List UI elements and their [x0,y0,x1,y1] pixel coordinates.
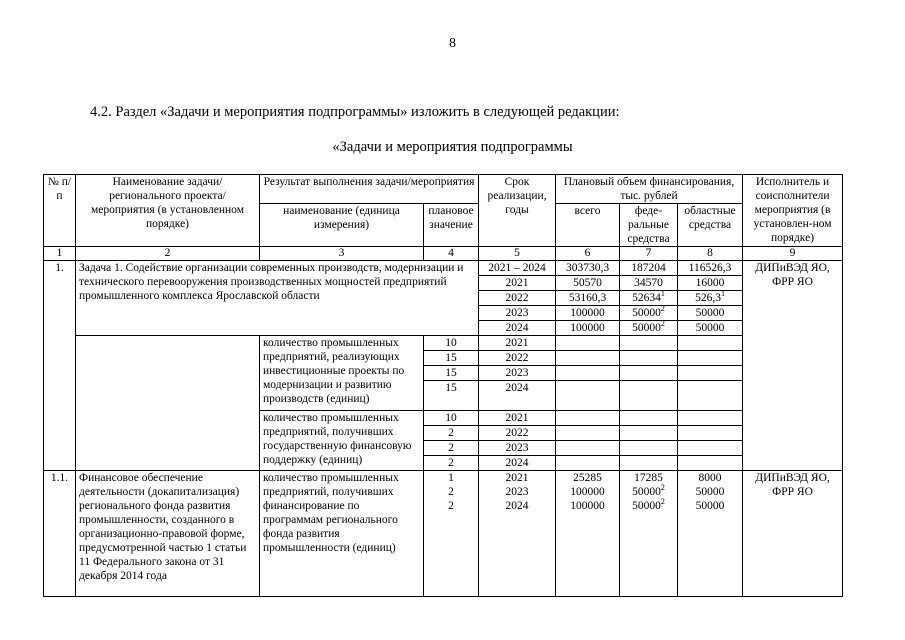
column-numbers-row [44,247,843,261]
header-executor: Исполнитель и соисполнители мероприятия (в установлен-ном порядке) [743,175,843,247]
plan-value: 1 [448,472,454,484]
period-cell: 2024 [479,321,556,336]
total-cell: 100000 [556,321,620,336]
year-cell: 2022 [479,426,556,441]
regional-value: 8000 [698,472,722,484]
col-number: 5 [479,247,556,261]
header-name: Наименование задачи/ регионального проекта/ мероприятия (в установленном порядке) [76,175,260,247]
plan-value-cell: 10 [424,336,479,351]
year-cell: 2023 [479,441,556,456]
federal-cell: 187204 [620,261,678,276]
item11-values [424,471,479,597]
header-result-value: плановое значение [424,204,479,247]
col-number: 1 [44,247,76,261]
header-funding-federal: феде-ральные средства [620,204,678,247]
plan-value-cell: 2 [424,456,479,471]
item11-totals [556,471,620,597]
col-number: 6 [556,247,620,261]
plan-value-cell: 2 [424,441,479,456]
header-period: Срок реализации, годы [479,175,556,247]
federal-value: 17285 [634,472,663,484]
task1-executor: ДИПиВЭД ЯО, ФРР ЯО [743,261,843,471]
year-cell: 2024 [479,456,556,471]
footnote-mark: 2 [660,304,665,314]
federal-value: 50000$^2$ [632,483,665,498]
period-cell: 2021 – 2024 [479,261,556,276]
total-cell: 50570 [556,276,620,291]
result-b-name: количество промышленных предприятий, получивших государственную финансовую поддержку (единиц) [260,411,424,471]
plan-value-cell: 15 [424,351,479,366]
plan-value-cell: 15 [424,366,479,381]
header-funding-group: Плановый объем финансирования, тыс. рублей [556,175,743,204]
header-funding-regional: областные средства [678,204,743,247]
footnote-mark: 1 [720,289,725,299]
item11-federal [620,471,678,597]
result-row [44,336,843,351]
year-cell: 2023 [479,366,556,381]
page-number: 8 [449,36,456,51]
period-value: 2021 [505,472,529,484]
plan-value-cell: 10 [424,411,479,426]
plan-value: 2 [448,500,454,512]
item11-executor: ДИПиВЭД ЯО, ФРР ЯО [743,471,843,597]
task1-blank-cell [76,336,260,471]
tasks-table [43,174,843,597]
item11-result-name: количество промышленных предприятий, получивших финансирование по программам регионального фонда развития промышленности (единиц) [260,471,424,597]
footnote-mark: 2 [660,319,665,329]
item11-name: Финансовое обеспечение деятельности (докапитализация) регионального фонда развития промышленности, созданного в организационно-правовой форме, предусмотренной частью 1 статьи 11 Федерального закона от 31 декабря 2014 года [76,471,260,597]
intro-paragraph: 4.2. Раздел «Задачи и мероприятия подпрограммы» изложить в следующей редакции: [90,104,620,120]
federal-cell: 50000$^2$ [620,321,678,336]
total-value: 100000 [570,486,605,498]
year-cell: 2022 [479,351,556,366]
regional-cell: 16000 [678,276,743,291]
regional-cell: 116526,3 [678,261,743,276]
col-number: 7 [620,247,678,261]
col-number: 3 [260,247,424,261]
year-cell: 2024 [479,381,556,411]
table-title: «Задачи и мероприятия подпрограммы [332,139,573,155]
footnote-mark: 2 [660,497,665,507]
plan-value: 2 [448,486,454,498]
regional-value: 50000 [695,486,725,498]
total-value: 25285 [573,472,602,484]
federal-cell: 52634$^1$ [620,291,678,306]
header-result-group: Результат выполнения задачи/мероприятия [260,175,479,204]
period-value: 2023 [505,486,529,498]
year-cell: 2021 [479,336,556,351]
period-cell: 2021 [479,276,556,291]
item11-row [44,471,843,597]
regional-cell: 50000 [678,306,743,321]
total-cell: 53160,3 [556,291,620,306]
year-cell: 2021 [479,411,556,426]
col-number: 8 [678,247,743,261]
period-value: 2024 [505,500,529,512]
total-cell: 303730,3 [556,261,620,276]
col-number: 2 [76,247,260,261]
item11-regional [678,471,743,597]
footnote-mark: 1 [660,289,665,299]
col-number: 9 [743,247,843,261]
result-a-name: количество промышленных предприятий, реализующих инвестиционные проекты по модернизации и развитию производств (единиц) [260,336,424,411]
task1-num: 1. [44,261,76,471]
regional-value: 50000 [695,500,725,512]
plan-value-cell: 2 [424,426,479,441]
regional-cell: 50000 [678,321,743,336]
federal-value: 50000$^2$ [632,497,665,512]
task1-funding-row [44,261,843,276]
header-row-1 [44,175,843,204]
footnote-mark: 2 [660,483,665,493]
col-number: 4 [424,247,479,261]
federal-cell: 50000$^2$ [620,306,678,321]
item11-num: 1.1. [44,471,76,597]
federal-cell: 34570 [620,276,678,291]
header-result-name: наименование (единица измерения) [260,204,424,247]
plan-value-cell: 15 [424,381,479,411]
total-value: 100000 [570,500,605,512]
total-cell: 100000 [556,306,620,321]
task1-name: Задача 1. Содействие организации современных производств, модернизации и технического перевооружения производственных мощностей предприятий промышленного комплекса Ярославской области [76,261,479,336]
header-num: № п/п [44,175,76,247]
item11-periods [479,471,556,597]
regional-cell: 526,3$^1$ [678,291,743,306]
header-funding-total: всего [556,204,620,247]
period-cell: 2022 [479,291,556,306]
period-cell: 2023 [479,306,556,321]
